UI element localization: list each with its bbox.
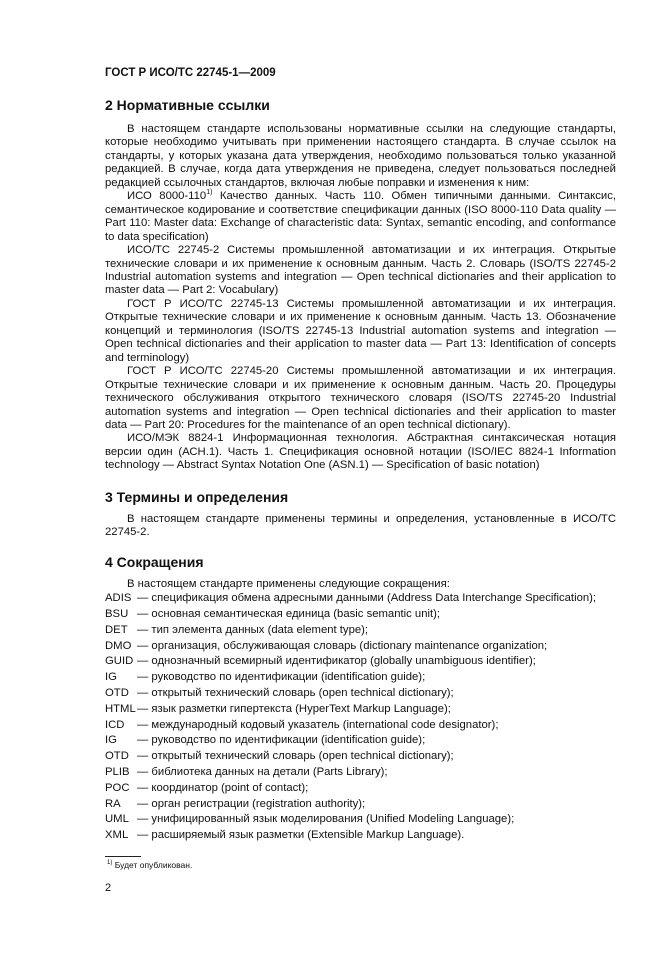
section-4-intro-block xyxy=(105,578,616,591)
abbreviation-definition: — однозначный всемирный идентификатор (globally unambiguous identifier); xyxy=(137,655,536,668)
abbreviation-item xyxy=(105,781,616,797)
abbreviation-item xyxy=(105,654,616,670)
abbreviation-item xyxy=(105,812,616,828)
abbreviation-definition: — основная семантическая единица (basic semantic unit); xyxy=(137,607,441,620)
abbreviation-definition: — руководство по идентификации (identification guide); xyxy=(137,734,426,747)
footnote-marker: 1) xyxy=(107,860,113,867)
section-4-intro: В настоящем стандарте применены следующие сокращения: xyxy=(127,577,450,590)
abbreviation-definition: — руководство по идентификации (identification guide); xyxy=(137,671,426,684)
abbreviation-definition: — библиотека данных на детали (Parts Library); xyxy=(137,765,388,778)
abbreviation-term: OTD xyxy=(105,750,129,763)
abbreviation-term: UML xyxy=(105,813,129,826)
footnote xyxy=(107,860,616,871)
abbreviation-item xyxy=(105,607,616,623)
reference-iso-iec-8824-1: ИСО/МЭК 8824-1 Информационная технология. Абстрактная синтаксическая нотация версии один (АСН.1). Часть 1. Спецификация основной нотации (ISO/IEC 8824-1 Information technology — Abstract Syntax Notation One (ASN.1) — Specification of basic notation) xyxy=(105,432,616,472)
abbreviation-item xyxy=(105,686,616,702)
reference-gost-22745-20: ГОСТ Р ИСО/ТС 22745-20 Системы промышленной автоматизации и их интеграция. Открытые технические словари и их применение к основным данным. Часть 20. Процедуры технического обслуживания открытого технического словаря (ISO/TS 22745-20 Industrial automation systems and integration — Open technical dictionaries and their application to master data — Part 20: Procedures for the maintenance of an open technical dictionary). xyxy=(105,365,616,431)
footnote-marker: 1) xyxy=(206,189,213,197)
abbreviation-term: PLIB xyxy=(105,765,130,778)
abbreviation-term: HTML xyxy=(105,702,136,715)
section-3-text: В настоящем стандарте применены термины и определения, установленные в ИСО/ТС 22745-2. xyxy=(105,512,616,539)
abbreviation-item xyxy=(105,797,616,813)
abbreviation-item xyxy=(105,828,616,844)
abbreviation-term: BSU xyxy=(105,607,129,620)
abbreviation-term: DET xyxy=(105,623,128,636)
abbreviation-definition: — спецификация обмена адресными данными (Address Data Interchange Specification); xyxy=(137,592,597,605)
footnote-divider xyxy=(105,856,141,857)
abbreviation-definition: — открытый технический словарь (open technical dictionary); xyxy=(137,686,454,699)
abbreviation-definition: — орган регистрации (registration authority); xyxy=(137,797,366,810)
section-3-heading: 3 Термины и определения xyxy=(105,488,289,505)
abbreviation-item xyxy=(105,702,616,718)
abbreviation-item xyxy=(105,749,616,765)
section-2-heading: 2 Нормативные ссылки xyxy=(105,97,270,113)
abbreviation-definition: — язык разметки гипертекста (HyperText Markup Language); xyxy=(137,702,451,715)
document-header: ГОСТ Р ИСО/ТС 22745-1—2009 xyxy=(105,67,276,79)
footnote-text: Будет опубликован. xyxy=(112,859,193,870)
abbreviation-item xyxy=(105,591,616,607)
abbreviation-definition: — организация, обслуживающая словарь (dictionary maintenance organization; xyxy=(137,639,548,652)
abbreviation-definition: — расширяемый язык разметки (Extensible Markup Language). xyxy=(137,829,465,842)
abbreviation-definition: — тип элемента данных (data element type); xyxy=(137,623,369,636)
abbreviation-definition: — координатор (point of contact); xyxy=(137,781,309,794)
page-footer xyxy=(105,844,616,895)
page-number: 2 xyxy=(105,881,112,894)
abbreviation-term: XML xyxy=(105,829,129,842)
abbreviation-term: ADIS xyxy=(105,592,132,605)
abbreviation-term: GUID xyxy=(105,655,134,668)
abbreviation-definition: — международный кодовый указатель (international code designator); xyxy=(137,718,499,731)
abbreviation-term: RA xyxy=(105,797,121,810)
reference-iso-ts-22745-2: ИСО/ТС 22745-2 Системы промышленной автоматизации и их интеграция. Открытые технические словари и их применение к основным данным. Часть 2. Словарь (ISO/TS 22745-2 Industrial automation systems and integration — Open technical dictionaries and their application to master data — Part 2: Vocabulary) xyxy=(105,244,616,297)
abbreviation-term: IG xyxy=(105,671,117,684)
abbreviation-item xyxy=(105,765,616,781)
abbreviation-term: POC xyxy=(105,781,130,794)
abbreviation-term: ICD xyxy=(105,718,125,731)
section-4-heading: 4 Сокращения xyxy=(105,553,204,570)
reference-text: Качество данных. Часть 110. Обмен типичными данными. Синтаксис, семантическое кодирование и соответствие спецификации данных (ISO 8000-110 Data quality — Part 110: Master data: Exchange of characteristic data: Syntax, semantic encoding, and conformance to data specification) xyxy=(105,190,617,243)
abbreviation-definition: — открытый технический словарь (open technical dictionary); xyxy=(137,750,454,763)
abbreviation-list xyxy=(105,591,616,844)
abbreviation-item xyxy=(105,733,616,749)
abbreviation-term: OTD xyxy=(105,686,129,699)
section-3-body xyxy=(105,513,616,540)
reference-gost-22745-13: ГОСТ Р ИСО/ТС 22745-13 Системы промышленной автоматизации и их интеграция. Открытые технические словари и их применение к основным данным. Часть 13. Обозначение концепций и терминология (ISO/TS 22745-13 Industrial automation systems and integration — Open technical dictionaries and their application to master data — Part 13: Identification of concepts and terminology) xyxy=(105,297,616,364)
reference-code: ИСО 8000-110 xyxy=(127,190,207,203)
section-2-intro: В настоящем стандарте использованы нормативные ссылки на следующие стандарты, которые необходимо учитывать при применении настоящего стандарта. В случае ссылок на стандарты, у которых указана дата утверждения, необходимо пользоваться только указанной редакцией. В случае, когда дата утверждения не приведена, следует пользоваться последней редакцией ссылочных стандартов, включая любые поправки и изменения к ним: xyxy=(105,123,616,189)
abbreviation-term: IG xyxy=(105,734,117,747)
abbreviation-definition: — унифицированный язык моделирования (Unified Modeling Language); xyxy=(137,813,515,826)
section-2-body xyxy=(105,123,616,473)
abbreviation-item xyxy=(105,718,616,734)
abbreviation-item xyxy=(105,639,616,655)
abbreviation-item xyxy=(105,670,616,686)
abbreviation-term: DMO xyxy=(105,639,132,652)
reference-iso-8000-110 xyxy=(105,190,616,244)
abbreviation-item xyxy=(105,623,616,639)
